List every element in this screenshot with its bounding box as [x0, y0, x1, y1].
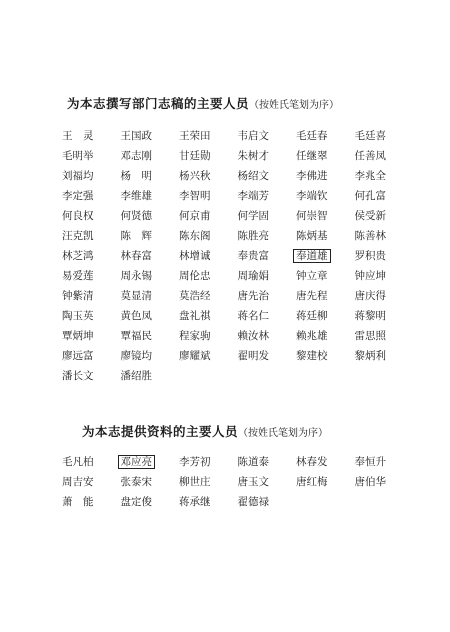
- name-entry: [121, 166, 180, 186]
- name-text: 王荣田: [179, 130, 211, 142]
- name-text: 李智明: [179, 190, 211, 202]
- name-entry: [355, 286, 414, 306]
- name-entry: [296, 146, 355, 166]
- name-text: 林增诚: [179, 250, 211, 262]
- name-text: 翟明发: [237, 350, 269, 362]
- name-text: 林春富: [120, 250, 152, 262]
- name-entry: [238, 126, 297, 146]
- name-entry: [62, 146, 121, 166]
- name-text: 周瑜娟: [237, 270, 269, 282]
- name-text: 邓志刚: [120, 150, 152, 162]
- name-entry: [121, 492, 180, 512]
- name-entry: [296, 472, 355, 492]
- name-text: 林芝鸿: [62, 250, 94, 262]
- section2-title-text: 为本志提供资料的主要人员: [82, 424, 239, 439]
- name-entry: [238, 326, 297, 346]
- name-entry: [355, 266, 414, 286]
- name-text: 潘长文: [62, 370, 94, 382]
- name-entry: [62, 472, 121, 492]
- name-text: 奉贵富: [237, 250, 269, 262]
- name-entry: [121, 326, 180, 346]
- name-text: 何学固: [237, 210, 269, 222]
- name-text: 陈善林: [354, 230, 386, 242]
- name-entry: [355, 326, 414, 346]
- name-entry: [238, 306, 297, 326]
- name-text: 陈道泰: [237, 456, 269, 468]
- name-entry: [355, 452, 414, 472]
- name-text: 陈炳基: [296, 230, 328, 242]
- name-text: 莫显清: [120, 290, 152, 302]
- name-text: 萧 能: [62, 496, 94, 508]
- name-entry: [121, 186, 180, 206]
- name-entry: [121, 286, 180, 306]
- name-entry: [62, 492, 121, 512]
- name-text: 潘绍胜: [120, 370, 152, 382]
- name-entry: [62, 452, 121, 472]
- name-entry: [179, 166, 238, 186]
- name-entry: [296, 126, 355, 146]
- name-entry: [179, 286, 238, 306]
- name-text: 赖汝林: [237, 330, 269, 342]
- name-entry: [62, 266, 121, 286]
- name-text: 钟立章: [296, 270, 328, 282]
- name-text: 林春发: [296, 456, 328, 468]
- name-entry: [62, 326, 121, 346]
- name-text: 杨 明: [120, 170, 152, 182]
- name-entry: [62, 306, 121, 326]
- name-text: 李定强: [62, 190, 94, 202]
- name-entry: [238, 286, 297, 306]
- name-text: 王国政: [120, 130, 152, 142]
- name-entry: [296, 226, 355, 246]
- name-entry: [62, 286, 121, 306]
- name-entry: [238, 246, 297, 266]
- name-entry: [238, 472, 297, 492]
- name-entry: [179, 226, 238, 246]
- name-text: 奉道雄: [293, 249, 331, 263]
- name-text: 何孔富: [354, 190, 386, 202]
- name-entry: [179, 472, 238, 492]
- name-entry: [355, 166, 414, 186]
- name-text: 廖远富: [62, 350, 94, 362]
- name-entry: [179, 452, 238, 472]
- name-entry: [296, 326, 355, 346]
- name-entry: [121, 146, 180, 166]
- section2-title-note: （按姓氏笔划为序）: [238, 428, 329, 439]
- name-text: 翟德禄: [237, 496, 269, 508]
- name-text: 李芳初: [179, 456, 211, 468]
- name-entry: [296, 206, 355, 226]
- section2-title: [82, 422, 328, 440]
- name-entry: [121, 346, 180, 366]
- name-text: 黎炳利: [354, 350, 386, 362]
- name-text: 甘廷勋: [179, 150, 211, 162]
- name-entry: [296, 306, 355, 326]
- name-entry: [179, 146, 238, 166]
- name-entry: [355, 346, 414, 366]
- name-text: 雷思照: [354, 330, 386, 342]
- name-entry: [62, 186, 121, 206]
- name-text: 程家驹: [179, 330, 211, 342]
- name-text: 陈东阁: [179, 230, 211, 242]
- name-entry: [355, 186, 414, 206]
- name-entry: [238, 492, 297, 512]
- name-text: 周吉安: [62, 476, 94, 488]
- name-entry: [179, 246, 238, 266]
- name-text: 唐庆得: [354, 290, 386, 302]
- name-text: 汪克凯: [62, 230, 94, 242]
- name-entry: [179, 186, 238, 206]
- name-text: 毛廷春: [296, 130, 328, 142]
- name-entry: [296, 286, 355, 306]
- name-text: 覃福民: [120, 330, 152, 342]
- name-entry: [62, 366, 121, 386]
- name-text: 任继翠: [296, 150, 328, 162]
- name-entry: [355, 226, 414, 246]
- name-text: 陶玉英: [62, 310, 94, 322]
- name-entry: [296, 246, 355, 266]
- name-entry: [121, 226, 180, 246]
- name-entry: [355, 206, 414, 226]
- section1-title-text: 为本志撰写部门志稿的主要人员: [67, 96, 250, 111]
- name-entry: [238, 206, 297, 226]
- name-entry: [121, 126, 180, 146]
- name-entry: [62, 226, 121, 246]
- name-text: 钟应坤: [354, 270, 386, 282]
- name-text: 赖兆雄: [296, 330, 328, 342]
- name-text: 何京甫: [179, 210, 211, 222]
- name-entry: [296, 166, 355, 186]
- name-entry: [121, 206, 180, 226]
- name-entry: [355, 306, 414, 326]
- name-text: 邓应亮: [118, 455, 156, 469]
- section2-name-grid: [62, 452, 413, 512]
- name-entry: [238, 186, 297, 206]
- name-text: 刘福均: [62, 170, 94, 182]
- name-entry: [62, 246, 121, 266]
- name-text: 钟紫清: [62, 290, 94, 302]
- name-text: 陈胜亮: [237, 230, 269, 242]
- name-entry: [121, 266, 180, 286]
- name-text: 李佛进: [296, 170, 328, 182]
- name-text: 杨兴秋: [179, 170, 211, 182]
- name-entry: [121, 472, 180, 492]
- name-entry: [296, 346, 355, 366]
- name-entry: [238, 146, 297, 166]
- name-text: 蒋黎明: [354, 310, 386, 322]
- name-text: 毛凡柏: [62, 456, 94, 468]
- name-text: 罗积贵: [354, 250, 386, 262]
- name-entry: [121, 366, 180, 386]
- name-entry: [296, 452, 355, 472]
- name-text: 唐先程: [296, 290, 328, 302]
- name-entry: [238, 452, 297, 472]
- name-text: 朱树才: [237, 150, 269, 162]
- name-text: 盘礼祺: [179, 310, 211, 322]
- name-entry: [179, 126, 238, 146]
- name-text: 唐红梅: [296, 476, 328, 488]
- name-entry: [62, 166, 121, 186]
- name-text: 王 灵: [62, 130, 94, 142]
- name-entry: [179, 266, 238, 286]
- name-entry: [62, 206, 121, 226]
- name-text: 李端芳: [237, 190, 269, 202]
- name-text: 黄色凤: [120, 310, 152, 322]
- name-text: 唐先治: [237, 290, 269, 302]
- name-text: 侯受新: [354, 210, 386, 222]
- name-text: 蒋廷柳: [296, 310, 328, 322]
- name-entry: [179, 206, 238, 226]
- name-text: 毛廷喜: [354, 130, 386, 142]
- name-text: 盘定俊: [120, 496, 152, 508]
- name-text: 唐伯华: [354, 476, 386, 488]
- section1-name-grid: [62, 126, 413, 386]
- name-text: 莫浩经: [179, 290, 211, 302]
- name-entry: [179, 492, 238, 512]
- name-entry: [355, 472, 414, 492]
- name-text: 周永锡: [120, 270, 152, 282]
- name-text: 杨绍文: [237, 170, 269, 182]
- name-text: 李端钦: [296, 190, 328, 202]
- name-entry: [121, 452, 180, 472]
- section1-title-note: （按姓氏笔划为序）: [249, 100, 340, 111]
- name-entry: [355, 126, 414, 146]
- name-text: 蒋承继: [179, 496, 211, 508]
- name-entry: [296, 266, 355, 286]
- name-text: 周伦忠: [179, 270, 211, 282]
- name-entry: [238, 166, 297, 186]
- name-text: 唐玉文: [237, 476, 269, 488]
- name-text: 覃炳坤: [62, 330, 94, 342]
- name-text: 廖耀斌: [179, 350, 211, 362]
- name-entry: [62, 126, 121, 146]
- name-text: 柳世庄: [179, 476, 211, 488]
- name-text: 李兆全: [354, 170, 386, 182]
- name-text: 李维雄: [120, 190, 152, 202]
- name-entry: [238, 226, 297, 246]
- name-text: 易爱莲: [62, 270, 94, 282]
- name-text: 廖镜均: [120, 350, 152, 362]
- name-text: 任善凤: [354, 150, 386, 162]
- name-entry: [355, 146, 414, 166]
- name-entry: [355, 246, 414, 266]
- name-text: 毛明举: [62, 150, 94, 162]
- name-text: 黎建校: [296, 350, 328, 362]
- name-entry: [238, 346, 297, 366]
- name-entry: [121, 246, 180, 266]
- name-entry: [179, 346, 238, 366]
- name-text: 何崇智: [296, 210, 328, 222]
- name-text: 韦启文: [237, 130, 269, 142]
- name-entry: [62, 346, 121, 366]
- name-entry: [179, 326, 238, 346]
- name-text: 奉恒升: [354, 456, 386, 468]
- name-entry: [121, 306, 180, 326]
- name-text: 何贤德: [120, 210, 152, 222]
- name-text: 蒋名仁: [237, 310, 269, 322]
- name-text: 张泰宋: [120, 476, 152, 488]
- name-entry: [296, 186, 355, 206]
- name-entry: [238, 266, 297, 286]
- section1-title: [67, 94, 339, 112]
- name-text: 陈 辉: [120, 230, 152, 242]
- name-text: 何良权: [62, 210, 94, 222]
- name-entry: [179, 306, 238, 326]
